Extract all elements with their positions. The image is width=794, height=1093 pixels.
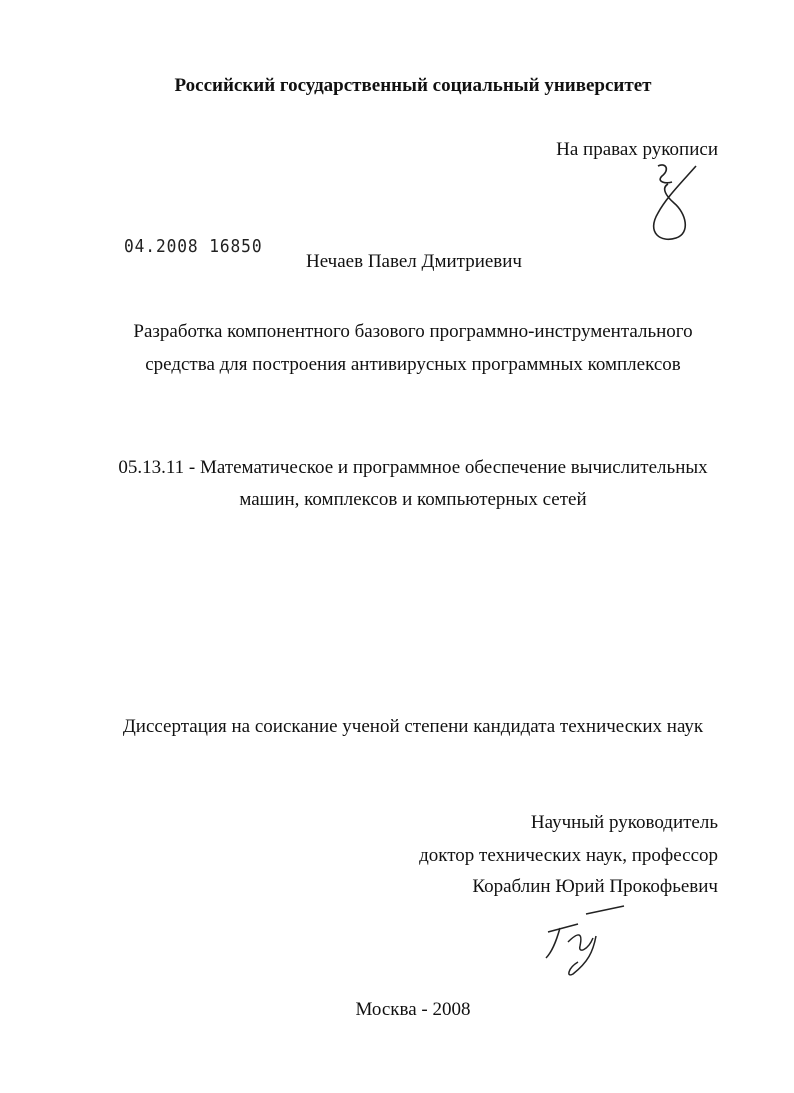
supervisor-name: Кораблин Юрий Прокофьевич bbox=[472, 876, 718, 897]
supervisor-role: Научный руководитель bbox=[530, 812, 718, 833]
place-and-year: Москва - 2008 bbox=[355, 999, 471, 1020]
author-signature bbox=[636, 158, 716, 248]
specialty-line-2: машин, комплексов и компьютерных сетей bbox=[239, 489, 587, 510]
supervisor-signature bbox=[538, 902, 628, 980]
manuscript-rights-note: На правах рукописи bbox=[556, 139, 718, 160]
supervisor-degree: доктор технических наук, профессор bbox=[419, 845, 718, 866]
specialty-line-1: 05.13.11 - Математическое и программное обеспечение вычислительных bbox=[118, 457, 708, 478]
title-line-1: Разработка компонентного базового программно-инструментального bbox=[133, 321, 693, 342]
title-line-2: средства для построения антивирусных программных комплексов bbox=[145, 354, 681, 375]
dissertation-degree: Диссертация на соискание ученой степени кандидата технических наук bbox=[122, 716, 704, 737]
university-name: Российский государственный социальный университет bbox=[174, 75, 652, 96]
library-stamp-number: 04.2008 16850 bbox=[124, 236, 263, 257]
author-name: Нечаев Павел Дмитриевич bbox=[306, 251, 522, 272]
